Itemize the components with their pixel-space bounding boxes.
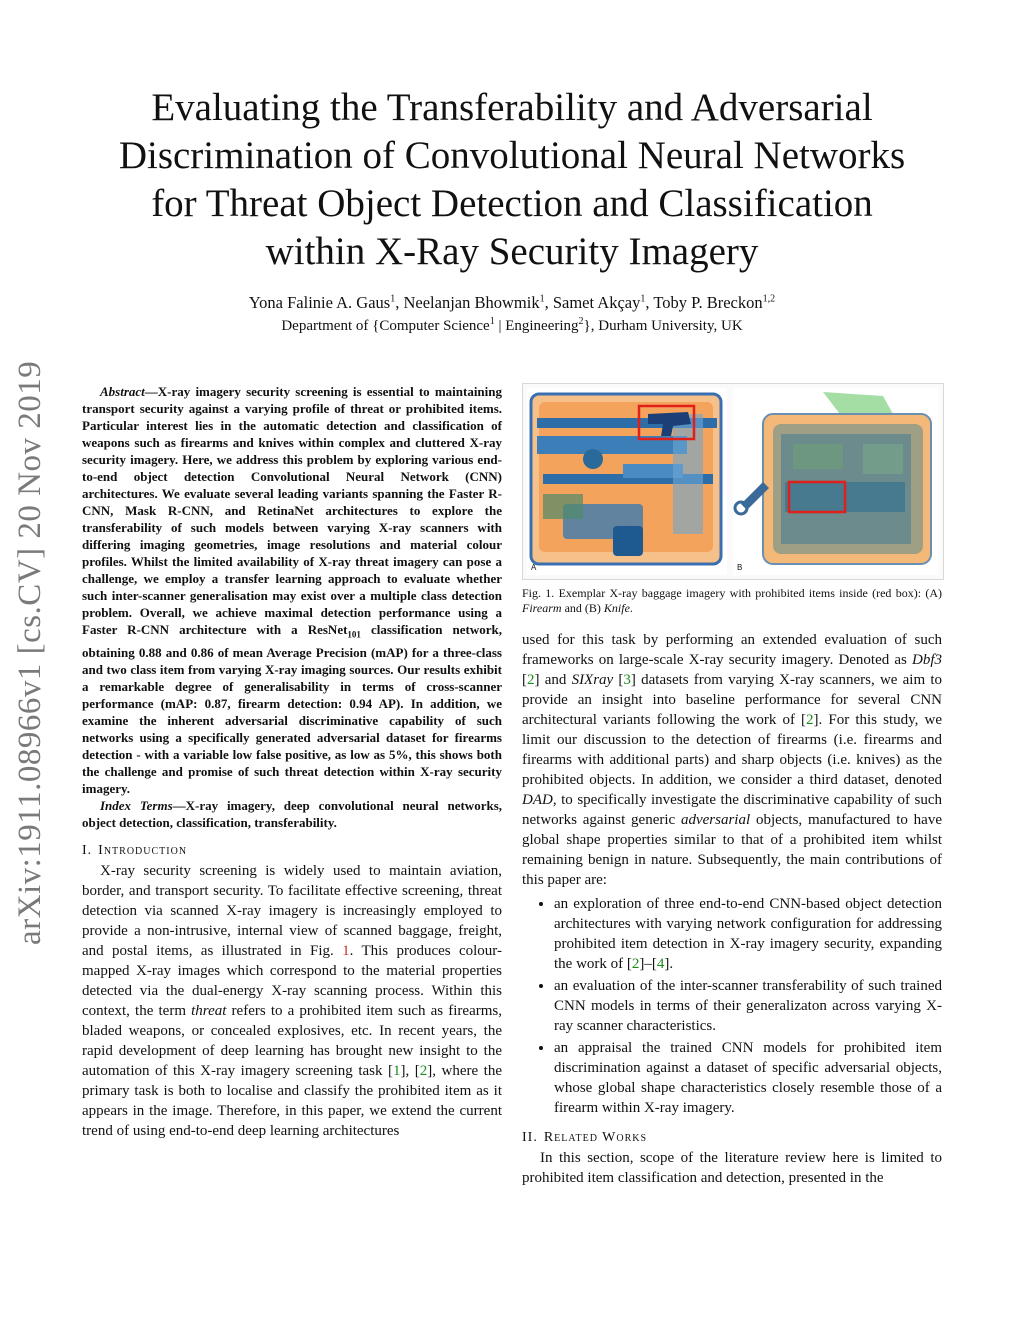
citation-link[interactable]: 1 — [393, 1062, 401, 1079]
text-run: [ — [613, 672, 624, 688]
section-heading-introduction — [82, 843, 502, 859]
index-terms-text: —X-ray imagery, deep convolutional neural networks, object detection, classification, transferability. — [82, 797, 503, 830]
affiliation-text: | Engineering — [494, 318, 579, 334]
text-run: used for this task by performing an extended evaluation of such frameworks on large-scale X-ray security imagery. Denoted as — [522, 632, 942, 668]
index-terms-label: Index Terms — [100, 797, 173, 813]
emphasis: threat — [191, 1002, 227, 1019]
author-affil-marker: 1,2 — [762, 293, 776, 305]
text-run: refers to a prohibited item such as firearms, bladed weapons, or concealed explosives, etc. In recent years, the rapid development of deep learning has brought new insight to the automation of this X-ray imagery screening task [ — [82, 1002, 502, 1079]
continued-paragraph — [522, 630, 942, 890]
abstract — [82, 383, 502, 797]
author-name: Neelanjan Bhowmik — [403, 293, 540, 312]
author-affil-marker: 1 — [640, 293, 646, 305]
author-name: Samet Akçay — [552, 293, 641, 312]
dataset-name: DAD — [522, 792, 553, 808]
caption-class-knife: Knife — [603, 601, 630, 615]
author-name: Yona Falinie A. Gaus — [248, 293, 391, 312]
text-run: ]. For this study, we limit our discussion to the detection of firearms (i.e. firearms and firearms with additional parts) and sharp objects (i.e. knives) as the prohibited objects. In addition, we consider a third dataset, denoted — [522, 712, 942, 788]
text-run: ]. — [664, 956, 674, 972]
citation-link[interactable]: 2 — [419, 1062, 428, 1079]
affil-marker: 2 — [578, 316, 584, 327]
xray-image-a — [527, 388, 727, 575]
author-affil-marker: 1 — [539, 293, 545, 305]
resnet-subscript: 101 — [347, 629, 361, 640]
affiliation-text: Department of {Computer Science — [281, 318, 490, 334]
affiliation — [80, 316, 944, 336]
list-item — [554, 894, 942, 974]
section-number: I. — [82, 842, 93, 858]
xray-image-b — [733, 388, 939, 575]
figure-label-b: B — [737, 563, 743, 572]
abstract-text: classification network, obtaining 0.88 and 0.86 of mean Average Precision (mAP) for a three-class and two class item from varying X-ray imaging sources. Our results exhibit a remarkable degree of generalisability in terms of cross-scanner performance (mAP: 0.87, firearm detection: 0.94 AP). In addition, we examine the inherent adversarial discriminative capability of such networks using a specifically generated adversarial dataset for firearms detection - with a variable low false positive, as low as 5%, this shows both the challenge and promise of such threat detection within X-ray security imagery. — [82, 622, 502, 796]
text-run: ]–[ — [639, 956, 657, 972]
author-affil-marker: 1 — [390, 293, 396, 305]
author-name: Toby P. Breckon — [653, 293, 763, 312]
list-item: • an appraisal the trained CNN models for prohibited item discrimination against a dataset of specific adversarial objects, whose global shape characteristics closely resemble those of a firearm within X-ray imagery. — [554, 1038, 942, 1118]
abstract-text: —X-ray imagery security screening is essential to maintaining transport security against a varying profile of threat or prohibited items. Particular interest lies in the automatic detection and classification of weapons such as firearms and knives within complex and cluttered X-ray security imagery. Here, we address this problem by exploring various end-to-end object detection Convolutional Neural Network (CNN) architectures. We evaluate several leading variants spanning the Faster R-CNN, Mask R-CNN, and RetinaNet architectures to explore the transferability of such models between varying X-ray scanners with differing imaging geometries, image resolutions and material colour profiles. Whilst the limited availability of X-ray threat imagery can pose a challenge, we employ a transfer learning approach to evaluate whether such inter-scanner generalisation may exist over a multiple class detection problem. Overall, we achieve maximal detection performance using a Faster R-CNN architecture with a ResNet — [82, 384, 502, 637]
text-run: objects, manufactured to have global shape properties similar to that of a prohibited item whilst remaining benign in nature. Subsequently, the main contributions of this paper are: — [522, 812, 942, 888]
caption-text: . — [629, 601, 633, 615]
text-run: . This produces colour-mapped X-ray images which correspond to the material properties detected via the dual-energy X-ray scanning process. Within this context, the term — [82, 942, 502, 1019]
author-list: Yona Falinie A. Gaus$^1$, Neelanjan Bhowmik$^1$, Samet Akçay$^1$, Toby P. Breckon$^{1,2}$ — [248, 293, 776, 312]
text-run: ], where the primary task is both to localise and classify the prohibited item as it appears in the image. Therefore, in this paper, we extend the current trend of using end-to-end deep learning architectures — [82, 1062, 503, 1139]
arxiv-identifier: arXiv:1911.08966v1 [cs.CV] 20 Nov 2019 — [12, 360, 48, 945]
abstract-label: Abstract — [100, 384, 145, 399]
figure-caption — [522, 586, 942, 616]
caption-text: and (B) — [561, 601, 604, 615]
citation-link[interactable]: 2 — [806, 712, 814, 728]
figure-label-a: A — [531, 563, 537, 572]
section-title: Related Works — [543, 1130, 648, 1145]
caption-text: Fig. 1. Exemplar X-ray baggage imagery with prohibited items inside (red box): (A) — [522, 586, 942, 600]
title-line: within X-Ray Security Imagery — [265, 230, 759, 273]
citation-link[interactable]: 4 — [656, 956, 665, 972]
caption-class-firearm: Firearm — [522, 601, 562, 615]
figure-link[interactable]: 1 — [342, 942, 350, 959]
emphasis: adversarial — [680, 812, 751, 828]
section-title: Introduction — [98, 842, 188, 858]
list-item: • an evaluation of the inter-scanner transferability of such trained CNN models in terms of their generalizaton across varying X-ray scanner characteristics. — [554, 976, 942, 1036]
affiliation-text: }, Durham University, UK — [583, 318, 743, 334]
index-terms — [82, 797, 502, 831]
dataset-name: Dbf3 — [912, 652, 942, 668]
xray-images — [523, 384, 943, 579]
xray-figure — [522, 383, 944, 580]
right-column — [522, 383, 942, 1188]
text-run: an exploration of three end-to-end CNN-based object detection architectures with varying network configuration for addressing prohibited item detection in X-ray imagery security, expanding the work of [ — [554, 896, 942, 972]
text-run: X-ray security screening is widely used to maintain aviation, border, and transport security. To facilitate effective screening, threat detection via scanned X-ray imagery is increasingly employed to provide a non-intrusive, internal view of scanned baggage, freight, and postal items, as illustrated in Fig. — [82, 862, 502, 959]
title-line: Evaluating the Transferability and Adversarial — [151, 86, 873, 129]
related-works-paragraph: In this section, scope of the literature review here is limited to prohibited item classification and detection, presented in the — [522, 1150, 942, 1186]
left-column — [82, 383, 502, 1141]
text-run: ] datasets from varying X-ray scanners, we aim to provide an insight into baseline performance for several CNN architectural variants following the work of [ — [522, 672, 943, 728]
text-run: [ — [522, 672, 527, 688]
section-heading-related-works — [522, 1130, 942, 1146]
introduction-paragraph — [82, 861, 502, 1141]
dataset-name: SIXray — [571, 672, 614, 688]
section-number: II. — [522, 1130, 538, 1145]
title-line: Discrimination of Convolutional Neural Networks — [118, 134, 906, 177]
citation-link[interactable]: 2 — [631, 956, 640, 972]
text-run: ], [ — [400, 1062, 420, 1079]
text-run: ] and — [534, 672, 572, 688]
paper-title — [80, 84, 944, 276]
citation-link[interactable]: 2 — [527, 672, 535, 688]
affil-marker: 1 — [489, 316, 495, 327]
citation-link[interactable]: 3 — [623, 672, 631, 688]
title-line: for Threat Object Detection and Classification — [151, 182, 873, 225]
text-run: , to specifically investigate the discriminative capability of such networks against generic — [522, 792, 942, 828]
contributions-list — [522, 894, 942, 1118]
